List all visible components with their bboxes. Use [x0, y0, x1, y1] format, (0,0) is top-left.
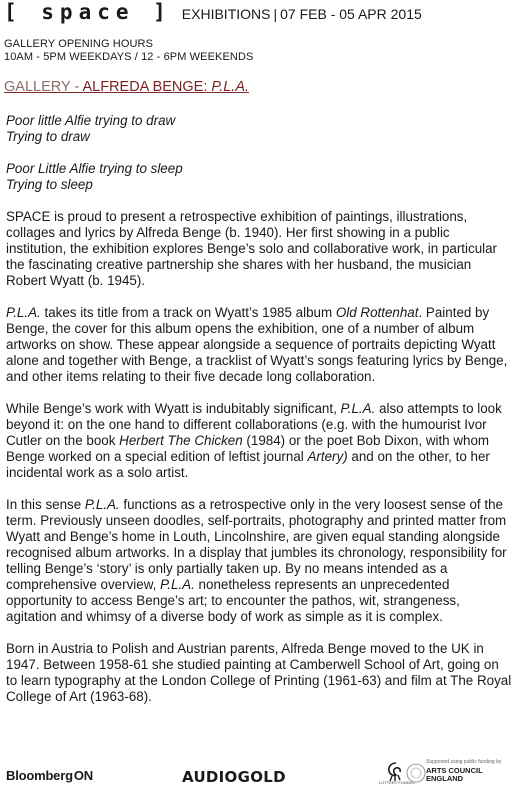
show-title-inline: P.L.A.: [6, 305, 41, 320]
paragraph-biography: Born in Austria to Polish and Austrian parents, Alfreda Benge moved to the UK in 1947. Between 1958-61 she studied painting at Camberwell School of Art, going on to learn typography at the London College of Printing (1961-63) and film at The Royal College of Art (1963-68).: [6, 641, 512, 704]
paragraph-retrospective: In this sense P.L.A. functions as a retrospective only in the very loosest sense of the term. Previously unseen doodles, self-portraits, photography and printed matter from Wyatt and Benge’s home in Louth, Lincolnshire, are given equal standing alongside recognised album artworks. In a display that jumbles its chronology, responsibility for telling Benge’s ‘story’ is only partially taken up. By no means intended as a comprehensive overview, P.L.A. nonetheless represents an unprecedented opportunity to access Benge’s art; to encounter the pathos, wit, strangeness, agitation and whimsy of a diverse body of work as simple as it is complex.: [6, 497, 507, 624]
poem-line: Trying to sleep: [6, 177, 93, 192]
book-title: Herbert The Chicken: [119, 433, 243, 448]
poem-line: Poor little Alfie trying to draw: [6, 113, 176, 128]
arts-council-emblem-icon: [405, 762, 427, 784]
poem-line: Poor Little Alfie trying to sleep: [6, 161, 183, 176]
separator: |: [273, 6, 278, 22]
artist-name: ALFREDA BENGE:: [82, 79, 212, 95]
lottery-funded-label: LOTTERY FUNDED: [379, 780, 416, 785]
header: [4, 0, 422, 22]
show-title: P.L.A.: [211, 79, 250, 95]
exhibition-dates: [182, 6, 422, 22]
audiogold-logo[interactable]: AUDIOGOLD: [182, 768, 286, 786]
paragraph-intro: SPACE is proud to present a retrospective exhibition of paintings, illustrations, collages and lyrics by Alfreda Benge (b. 1940). Her first showing in a public institution, the exhibition explores Benge’s solo and collaborative work, in particular the fascinating creative partnership she shares with her husband, the musician Robert Wyatt (b. 1945).: [6, 209, 498, 288]
exhibition-title[interactable]: [4, 78, 249, 96]
show-title-inline: P.L.A.: [84, 497, 120, 512]
bloomberg-logo[interactable]: BloombergON: [6, 768, 93, 783]
hours-times: 10AM - 5PM WEEKDAYS / 12 - 6PM WEEKENDS: [4, 51, 254, 63]
gallery-label: GALLERY -: [4, 79, 83, 95]
poem-stanza-2: [6, 161, 512, 193]
date-range: 07 FEB - 05 APR 2015: [280, 6, 422, 22]
arts-council-logo[interactable]: Supported using public funding by ARTS COUNCIL ENGLAND: [426, 759, 502, 783]
space-logo[interactable]: [ space ]: [4, 0, 172, 24]
section-label: EXHIBITIONS: [181, 6, 271, 22]
show-title-inline: P.L.A.: [160, 577, 195, 592]
paragraph-collaborations: While Benge’s work with Wyatt is indubitably significant, P.L.A. also attempts to look beyond it: on the one hand to different collaborations (e.g. with the humourist Ivor Cutler on the book Herbert The Chicken (1984) or the poet Bob Dixon, with whom Benge worked on a special edition of leftist journal Artery) and on the other, to her incidental work as a solo artist.: [6, 401, 502, 480]
sponsor-logos: [0, 756, 517, 786]
poem-line: Trying to draw: [6, 129, 90, 144]
poem-stanza-1: [6, 113, 512, 145]
opening-hours: [4, 38, 253, 64]
paragraph-title-origin: P.L.A. takes its title from a track on Wyatt’s 1985 album Old Rottenhat. Painted by Benge, the cover for this album opens the exhibition, one of a number of album artworks on show. These appear alongside a sequence of portraits depicting Wyatt alone and together with Benge, a tracklist of Wyatt’s songs featuring lyrics by Benge, and other items relating to their five decade long collaboration.: [6, 305, 508, 384]
show-title-inline: P.L.A.: [340, 401, 376, 416]
journal-title: Artery): [307, 449, 348, 464]
press-release-body: [6, 113, 512, 721]
hours-heading: GALLERY OPENING HOURS: [4, 38, 154, 50]
album-title: Old Rottenhat: [335, 305, 419, 320]
